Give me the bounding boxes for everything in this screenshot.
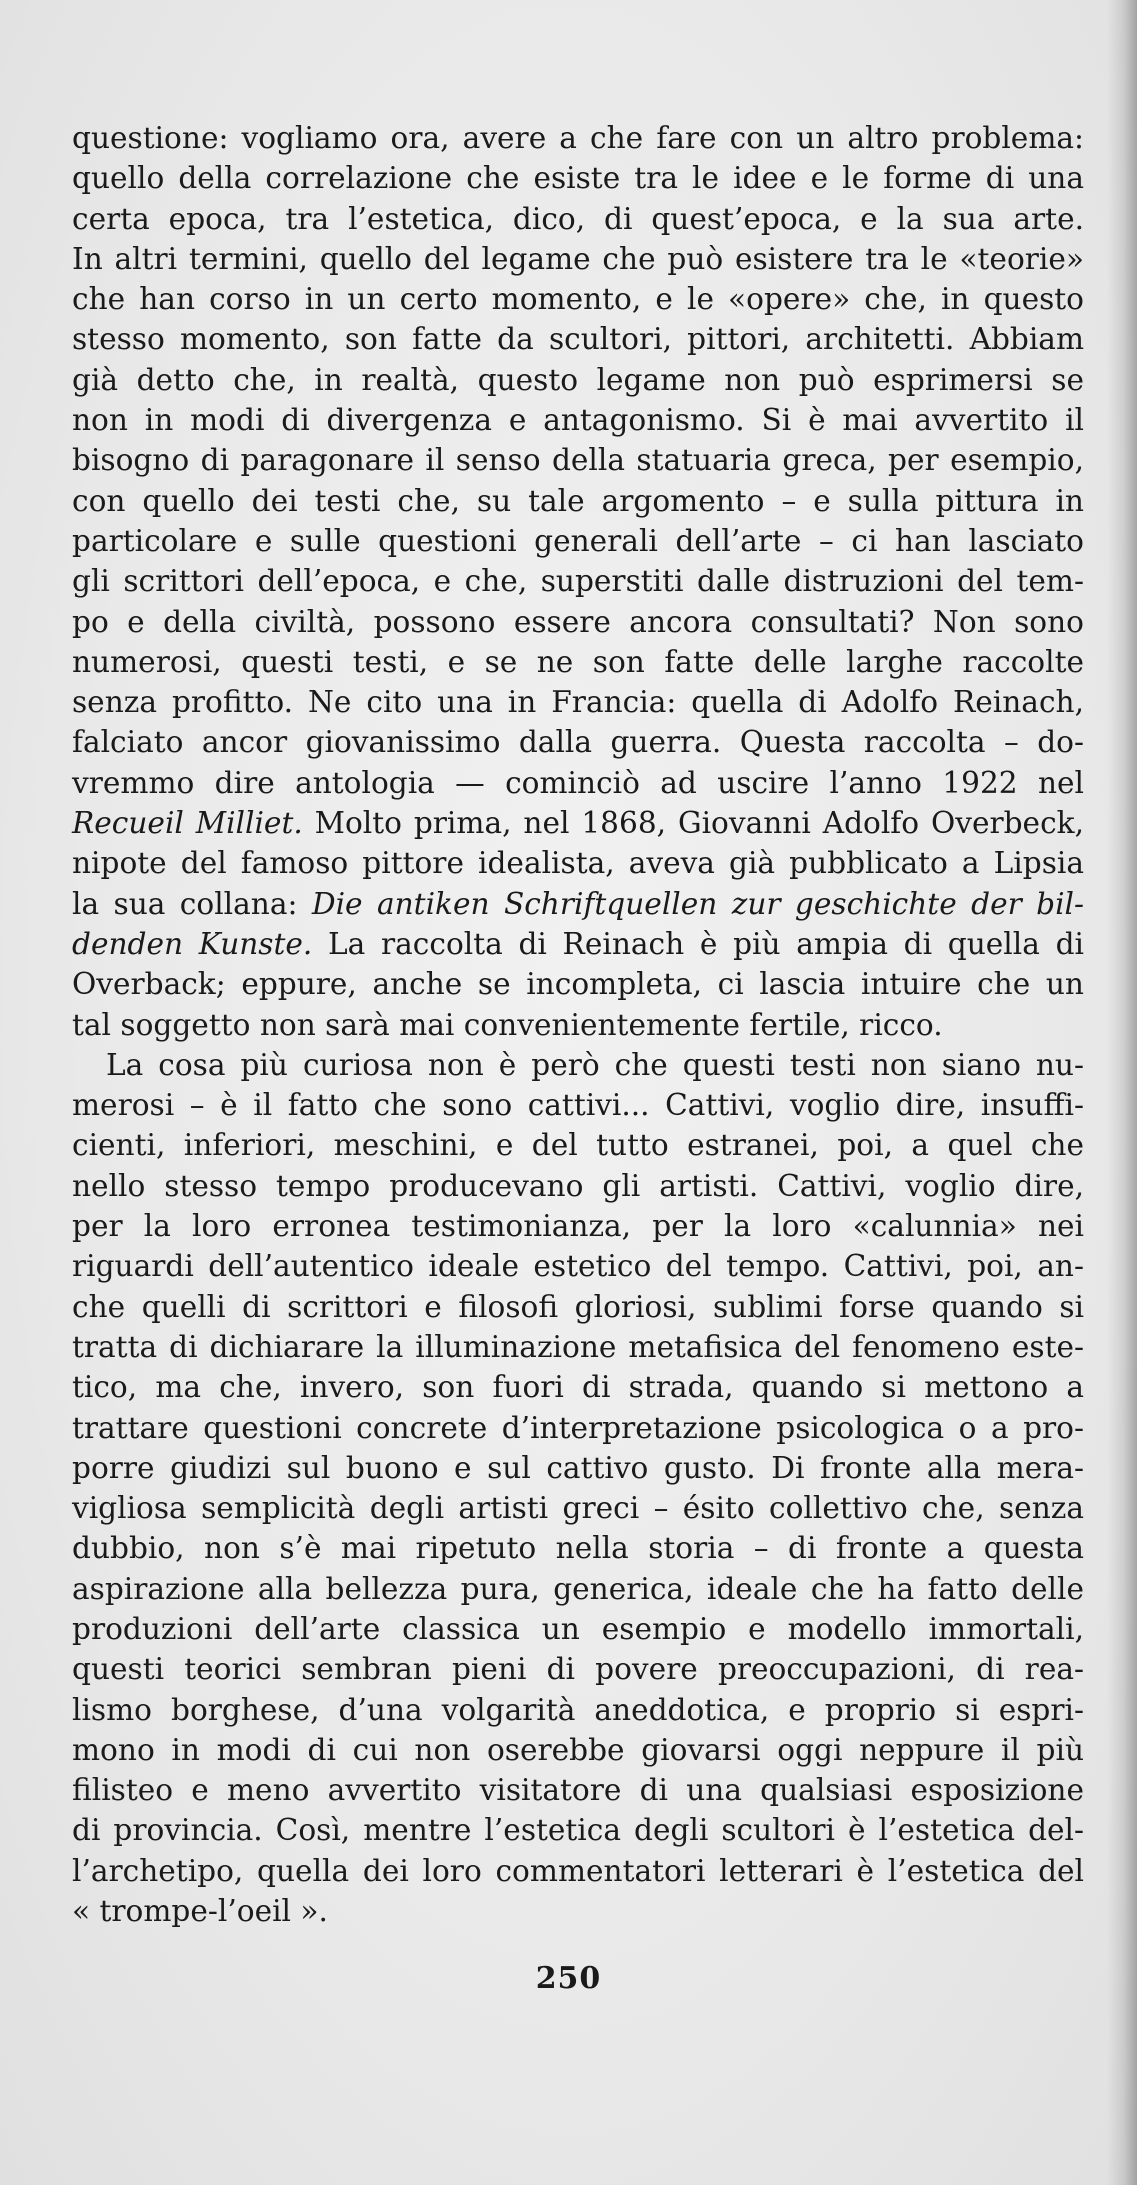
text-line — [72, 360, 1084, 400]
text-line — [72, 1246, 1084, 1286]
text-line — [72, 884, 1084, 924]
text-segment: certa epoca, tra l’estetica, dico, di quest’epoca, e la sua arte. — [72, 201, 1084, 236]
text-line — [72, 722, 1084, 762]
text-line — [72, 239, 1084, 279]
text-segment: non in modi di divergenza e antagonismo. Si è mai avvertito il — [72, 403, 1084, 438]
text-line — [72, 481, 1084, 521]
text-line — [72, 1125, 1084, 1165]
text-line — [72, 1730, 1084, 1770]
page-number: 250 — [535, 1961, 602, 1996]
text-line — [72, 682, 1084, 722]
text-line — [72, 964, 1084, 1004]
text-line — [72, 602, 1084, 642]
text-segment: che han corso in un certo momento, e le «opere» che, in questo — [72, 282, 1084, 317]
text-segment: numerosi, questi testi, e se ne son fatte delle larghe raccolte — [72, 644, 1084, 679]
text-segment: merosi – è il fatto che sono cattivi... Cattivi, voglio dire, insuffi- — [72, 1088, 1084, 1123]
text-segment: l’archetipo, quella dei loro commentatori letterari è l’estetica del — [72, 1853, 1084, 1888]
text-line — [72, 319, 1084, 359]
italic-segment: Die antiken Schriftquellen zur geschichte der bil- — [311, 886, 1085, 921]
text-segment: la sua collana: — [72, 886, 312, 921]
text-line — [72, 118, 1084, 158]
text-line — [72, 1206, 1084, 1246]
page-edge-shadow — [1107, 0, 1137, 2185]
text-segment: La cosa più curiosa non è però che questi testi non siano nu- — [106, 1047, 1084, 1082]
text-segment: con quello dei testi che, su tale argomento – e sulla pittura in — [72, 483, 1084, 518]
text-line — [72, 1327, 1084, 1367]
text-segment: tratta di dichiarare la illuminazione metafisica del fenomeno este- — [72, 1329, 1084, 1364]
text-segment: tico, ma che, invero, son fuori di strada, quando si mettono a — [72, 1370, 1084, 1405]
text-segment: senza profitto. Ne cito una in Francia: quella di Adolfo Reinach, — [72, 685, 1084, 720]
text-segment: aspirazione alla bellezza pura, generica, ideale che ha fatto delle — [72, 1571, 1084, 1606]
text-line — [72, 400, 1084, 440]
text-segment: Overback; eppure, anche se incompleta, ci lascia intuire che un — [72, 967, 1084, 1002]
text-segment: tal soggetto non sarà mai convenientemente fertile, ricco. — [72, 1007, 943, 1042]
text-line — [72, 1367, 1084, 1407]
italic-segment: denden Kunste. — [72, 926, 313, 961]
text-segment: quello della correlazione che esiste tra le idee e le forme di una — [72, 161, 1084, 196]
body-text — [72, 118, 1084, 1931]
text-line — [72, 1528, 1084, 1568]
text-segment: questi teorici sembran pieni di povere preoccupazioni, di rea- — [72, 1652, 1084, 1687]
text-segment: « trompe-l’oeil ». — [72, 1894, 328, 1929]
text-segment: per la loro erronea testimonianza, per la loro «calunnia» nei — [72, 1209, 1084, 1244]
text-segment: di provincia. Così, mentre l’estetica degli scultori è l’estetica del- — [72, 1813, 1084, 1848]
text-segment: cienti, inferiori, meschini, e del tutto estranei, poi, a quel che — [72, 1128, 1084, 1163]
text-line — [72, 1609, 1084, 1649]
text-line — [72, 924, 1084, 964]
text-segment: che quelli di scrittori e filosofi gloriosi, sublimi forse quando si — [72, 1289, 1084, 1324]
text-segment: mono in modi di cui non oserebbe giovarsi oggi neppure il più — [72, 1732, 1084, 1767]
text-line — [72, 1770, 1084, 1810]
text-line — [72, 843, 1084, 883]
text-segment: dubbio, non s’è mai ripetuto nella storia – di fronte a questa — [72, 1531, 1084, 1566]
text-segment: particolare e sulle questioni generali dell’arte – ci han lasciato — [72, 523, 1084, 558]
text-line — [72, 1851, 1084, 1891]
text-line — [72, 1045, 1084, 1085]
text-segment: lismo borghese, d’una volgarità aneddotica, e proprio si espri- — [72, 1692, 1084, 1727]
text-segment: po e della civiltà, possono essere ancora consultati? Non sono — [72, 604, 1084, 639]
text-segment: bisogno di paragonare il senso della statuaria greca, per esempio, — [72, 443, 1084, 478]
text-segment: vremmo dire antologia — cominciò ad uscire l’anno 1922 nel — [72, 765, 1084, 800]
text-line — [72, 1649, 1084, 1689]
text-segment: porre giudizi sul buono e sul cattivo gusto. Di fronte alla mera- — [72, 1450, 1084, 1485]
text-segment: trattare questioni concrete d’interpretazione psicologica o a pro- — [72, 1410, 1084, 1445]
text-segment: vigliosa semplicità degli artisti greci – ésito collettivo che, senza — [72, 1491, 1084, 1526]
text-line — [72, 521, 1084, 561]
text-line — [72, 561, 1084, 601]
text-segment: nello stesso tempo producevano gli artisti. Cattivi, voglio dire, — [72, 1168, 1084, 1203]
paragraph — [72, 1045, 1084, 1932]
text-segment: produzioni dell’arte classica un esempio e modello immortali, — [72, 1611, 1084, 1646]
text-segment: stesso momento, son fatte da scultori, pittori, architetti. Abbiam — [72, 322, 1084, 357]
text-line — [72, 1085, 1084, 1125]
text-line — [72, 440, 1084, 480]
text-line — [72, 803, 1084, 843]
text-line — [72, 1690, 1084, 1730]
text-line — [72, 642, 1084, 682]
text-line — [72, 158, 1084, 198]
text-line — [72, 1488, 1084, 1528]
text-line — [72, 279, 1084, 319]
text-line — [72, 763, 1084, 803]
text-segment: falciato ancor giovanissimo dalla guerra. Questa raccolta – do- — [72, 725, 1084, 760]
text-segment: nipote del famoso pittore idealista, aveva già pubblicato a Lipsia — [72, 846, 1084, 881]
text-line — [72, 199, 1084, 239]
text-segment: La raccolta di Reinach è più ampia di quella di — [312, 926, 1084, 961]
text-line — [72, 1166, 1084, 1206]
text-line — [72, 1005, 1084, 1045]
text-segment: questione: vogliamo ora, avere a che fare con un altro problema: — [72, 121, 1084, 155]
text-segment: In altri termini, quello del legame che può esistere tra le «teorie» — [72, 241, 1084, 276]
text-line — [72, 1569, 1084, 1609]
text-segment: riguardi dell’autentico ideale estetico del tempo. Cattivi, poi, an- — [72, 1249, 1084, 1284]
text-line — [72, 1810, 1084, 1850]
text-line — [72, 1287, 1084, 1327]
italic-segment: Recueil Milliet. — [72, 806, 303, 841]
text-line — [72, 1408, 1084, 1448]
text-line — [72, 1891, 1084, 1931]
text-segment: Molto prima, nel 1868, Giovanni Adolfo Overbeck, — [302, 806, 1084, 841]
text-line — [72, 1448, 1084, 1488]
paragraph — [72, 118, 1084, 1045]
text-segment: filisteo e meno avvertito visitatore di una qualsiasi esposizione — [72, 1773, 1084, 1808]
text-segment: già detto che, in realtà, questo legame non può esprimersi se — [72, 362, 1084, 397]
text-segment: gli scrittori dell’epoca, e che, superstiti dalle distruzioni del tem- — [72, 564, 1084, 599]
